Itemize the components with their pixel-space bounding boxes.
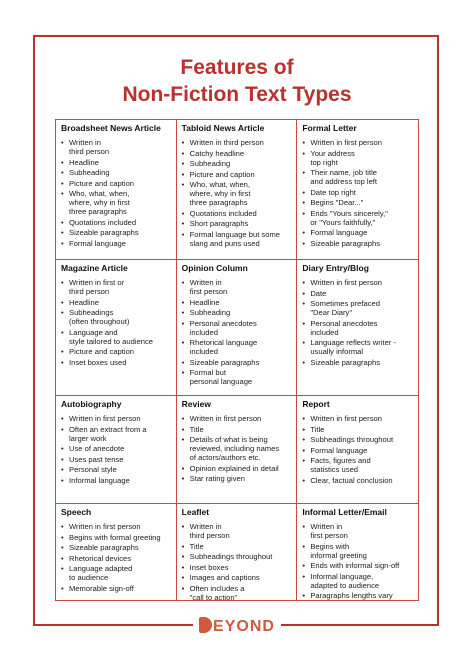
text-type-heading: Diary Entry/Blog [302, 263, 369, 273]
text-type-cell [56, 260, 177, 396]
feature-item: • Rhetorical language included [182, 338, 293, 356]
feature-item: • Formal language but some slang and puns used [182, 230, 293, 248]
feature-item: • Written in first person [61, 414, 172, 423]
feature-list [182, 522, 293, 600]
feature-item: • Written in third person [182, 522, 293, 540]
feature-item: • Language adapted to audience [61, 564, 172, 582]
feature-item: • Written in first person [182, 414, 293, 423]
feature-item: • Images and captions [182, 573, 293, 582]
feature-item: • Informal language, adapted to audience [302, 572, 414, 590]
feature-item: • Picture and caption [182, 170, 293, 179]
feature-item: • Sizeable paragraphs [61, 228, 172, 237]
feature-list [61, 278, 172, 367]
feature-item: • Ends with informal sign-off [302, 561, 414, 570]
feature-item: • Details of what is being reviewed, including names of actors/authors etc. [182, 435, 293, 462]
feature-item: • Often includes a "call to action" [182, 584, 293, 601]
feature-item: • Ends "Yours sincerely," or "Yours faithfully," [302, 209, 414, 227]
feature-item: • Sizeable paragraphs [182, 358, 293, 367]
feature-item: • Headline [61, 298, 172, 307]
text-type-cell [177, 120, 298, 260]
feature-item: • Headline [61, 158, 172, 167]
text-type-heading: Informal Letter/Email [302, 507, 387, 517]
feature-item: • Language reflects writer - usually informal [302, 338, 414, 356]
feature-item: • Begins with formal greeting [61, 533, 172, 542]
feature-item: • Subheadings throughout [302, 435, 414, 444]
feature-item: • Facts, figures and statistics used [302, 456, 414, 474]
feature-item: • Personal style [61, 465, 172, 474]
text-types-table [55, 119, 419, 601]
feature-item: • Date top right [302, 188, 414, 197]
feature-item: • Paragraphs lengths vary [302, 591, 414, 600]
feature-item: • Date [302, 289, 414, 298]
feature-item: • Rhetorical devices [61, 554, 172, 563]
text-type-heading: Review [181, 399, 211, 409]
text-type-heading: Formal Letter [302, 123, 357, 133]
text-type-cell [177, 396, 298, 504]
text-type-heading: Broadsheet News Article [61, 123, 161, 133]
feature-item: • Written in third person [61, 138, 172, 156]
feature-item: • Sizeable paragraphs [302, 358, 414, 367]
logo-text: EYOND [213, 618, 275, 635]
feature-item: • Who, what, when, where, why in first three paragraphs [182, 180, 293, 207]
feature-item: • Title [302, 425, 414, 434]
feature-item: • Subheadings throughout [182, 552, 293, 561]
feature-item: • Use of anecdote [61, 444, 172, 453]
feature-item: • Sometimes prefaced "Dear Diary" [302, 299, 414, 317]
feature-item: • Written in first person [302, 278, 414, 287]
feature-item: • Written in first person [61, 522, 172, 531]
text-type-heading: Leaflet [181, 507, 210, 517]
text-type-cell [56, 504, 177, 600]
feature-list [182, 414, 293, 483]
feature-list [61, 522, 172, 593]
feature-item: • Your address top right [302, 149, 414, 167]
feature-item: • Quotations included [61, 218, 172, 227]
text-type-cell [177, 260, 298, 396]
feature-item: • Written in first or third person [61, 278, 172, 296]
text-type-heading: Magazine Article [61, 263, 128, 273]
feature-list [61, 138, 172, 248]
feature-list [302, 414, 414, 485]
feature-item: • Sizeable paragraphs [302, 239, 414, 248]
feature-item: • Written in first person [182, 278, 293, 296]
feature-item: • Begins with informal greeting [302, 542, 414, 560]
feature-list [182, 278, 293, 386]
feature-item: • Personal anecdotes included [182, 319, 293, 337]
text-type-cell [56, 120, 177, 260]
feature-item: • Language and style tailored to audience [61, 328, 172, 346]
text-type-heading: Speech [61, 507, 92, 517]
feature-item: • Inset boxes [182, 563, 293, 572]
title-line-1: Features of [180, 56, 294, 79]
feature-item: • Inset boxes used [61, 358, 172, 367]
feature-item: • Begins "Dear..." [302, 198, 414, 207]
feature-item: • Subheading [182, 159, 293, 168]
feature-item: • Who, what, when, where, why in first three paragraphs [61, 189, 172, 216]
feature-item: • Title [182, 425, 293, 434]
feature-item: • Subheading [182, 308, 293, 317]
feature-item: • Their name, job title and address top left [302, 168, 414, 186]
beyond-b-mark-icon [199, 617, 212, 633]
page-title [0, 54, 474, 108]
feature-item: • Quotations included [182, 209, 293, 218]
text-type-cell [297, 396, 418, 504]
feature-item: • Written in third person [182, 138, 293, 147]
feature-item: • Formal language [302, 446, 414, 455]
feature-item: • Formal language [302, 228, 414, 237]
feature-item: • Subheading [61, 168, 172, 177]
feature-list [302, 278, 414, 367]
feature-item: • Short paragraphs [182, 219, 293, 228]
feature-item: • Personal anecdotes included [302, 319, 414, 337]
feature-item: • Uses past tense [61, 455, 172, 464]
text-type-heading: Autobiography [61, 399, 122, 409]
text-type-heading: Opinion Column [181, 263, 248, 273]
feature-item: • Formal language [61, 239, 172, 248]
feature-list [302, 138, 414, 248]
title-line-2: Non-Fiction Text Types [122, 83, 352, 106]
text-type-heading: Report [302, 399, 330, 409]
feature-item: • Title [182, 542, 293, 551]
feature-item: • Subheadings (often throughout) [61, 308, 172, 326]
feature-item: • Often an extract from a larger work [61, 425, 172, 443]
text-type-cell [297, 120, 418, 260]
feature-item: • Clear, factual conclusion [302, 476, 414, 485]
text-type-cell [56, 396, 177, 504]
feature-item: • Sizeable paragraphs [61, 543, 172, 552]
feature-item: • Written in first person [302, 522, 414, 540]
feature-item: • Memorable sign-off [61, 584, 172, 593]
feature-item: • Headline [182, 298, 293, 307]
feature-list [302, 522, 414, 600]
text-type-cell [297, 260, 418, 396]
feature-item: • Catchy headline [182, 149, 293, 158]
feature-item: • Picture and caption [61, 179, 172, 188]
beyond-logo [0, 617, 474, 639]
feature-list [182, 138, 293, 248]
text-type-heading: Tabloid News Article [181, 123, 265, 133]
feature-item: • Informal language [61, 476, 172, 485]
text-type-cell [177, 504, 298, 600]
feature-list [61, 414, 172, 485]
feature-item: • Picture and caption [61, 347, 172, 356]
feature-item: • Formal but personal language [182, 368, 293, 386]
feature-item: • Opinion explained in detail [182, 464, 293, 473]
text-type-cell [297, 504, 418, 600]
feature-item: • Written in first person [302, 414, 414, 423]
feature-item: • Written in first person [302, 138, 414, 147]
feature-item: • Star rating given [182, 474, 293, 483]
